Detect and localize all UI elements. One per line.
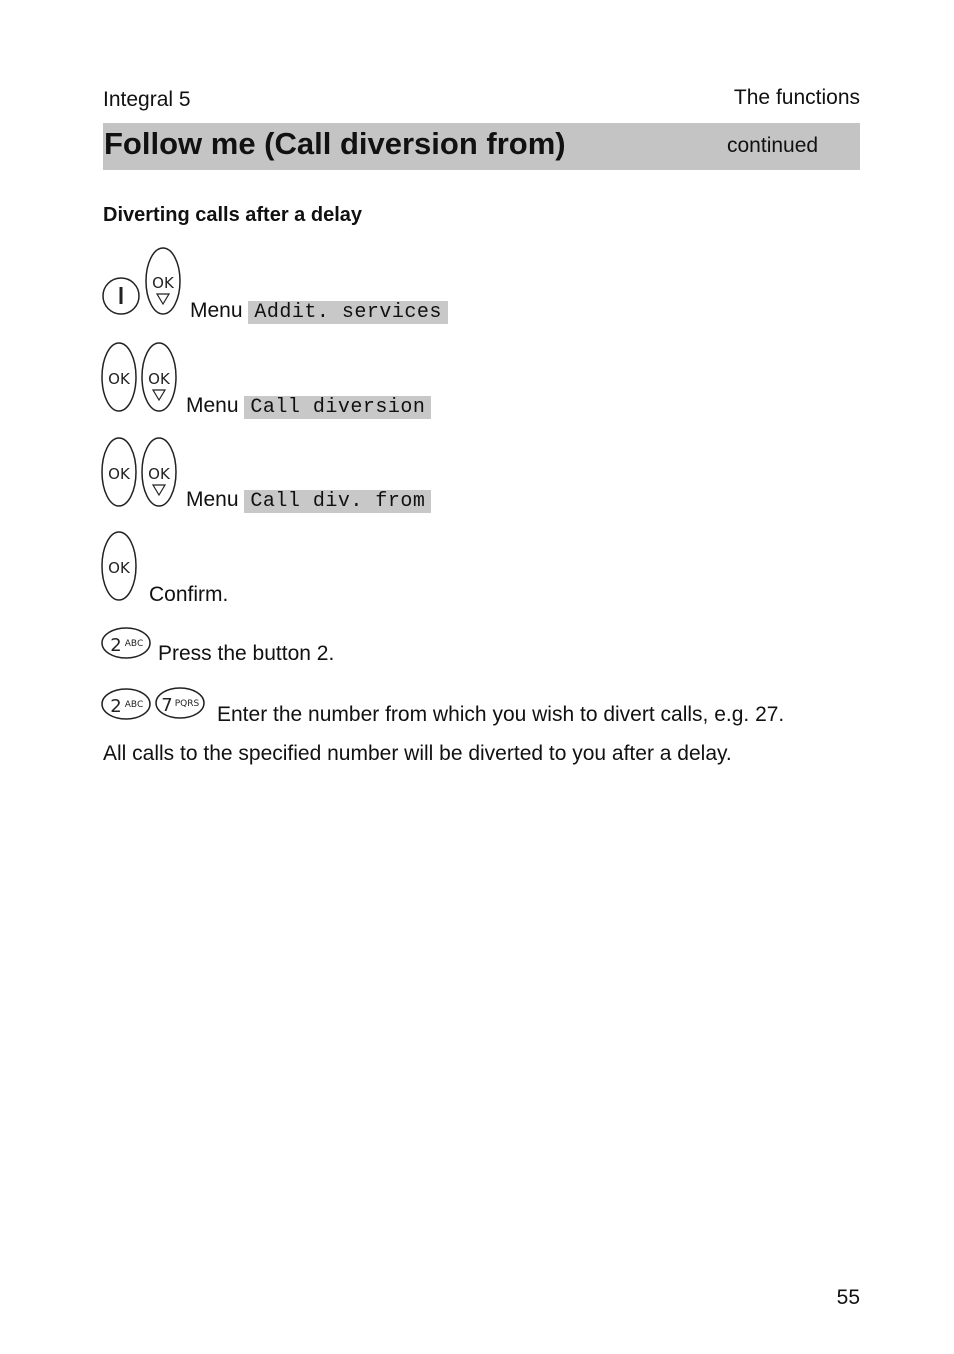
page-number: 55	[836, 1286, 860, 1309]
ok-ok-down-keys-icon	[100, 436, 182, 510]
step-5-text: Press the button 2.	[158, 642, 335, 665]
step-2-prefix: Menu	[186, 394, 239, 417]
key-2-7-icon	[100, 686, 208, 722]
result-paragraph: All calls to the specified number will be diverted to you after a delay.	[103, 742, 732, 765]
header-section-name: The functions	[733, 86, 860, 109]
step-3-display-text: Call div. from	[244, 490, 431, 513]
svg-text:OK: OK	[108, 370, 130, 388]
ok-ok-down-keys-icon	[100, 341, 182, 415]
page-title: Follow me (Call diversion from)	[104, 126, 566, 161]
section-subheading: Diverting calls after a delay	[103, 204, 363, 226]
step-1	[190, 299, 448, 324]
step-1-prefix: Menu	[190, 299, 243, 322]
svg-text:OK: OK	[148, 465, 170, 483]
continued-label: continued	[727, 134, 819, 157]
svg-text:ABC: ABC	[124, 700, 144, 710]
svg-text:OK: OK	[108, 559, 130, 577]
svg-text:PQRS: PQRS	[174, 699, 200, 709]
step-4-text: Confirm.	[149, 583, 229, 606]
svg-text:OK: OK	[148, 370, 170, 388]
svg-text:2: 2	[110, 635, 122, 656]
svg-text:ABC: ABC	[124, 639, 144, 649]
step-2	[186, 394, 431, 419]
step-3	[186, 488, 431, 513]
step-1-display-text: Addit. services	[248, 301, 448, 324]
svg-text:OK: OK	[108, 465, 130, 483]
header-product-name: Integral 5	[103, 88, 191, 111]
ok-key-icon	[100, 530, 140, 604]
step-3-prefix: Menu	[186, 488, 239, 511]
svg-text:7: 7	[161, 695, 173, 716]
handset-key-icon	[100, 246, 186, 322]
step-2-display-text: Call diversion	[244, 396, 431, 419]
step-6-text: Enter the number from which you wish to divert calls, e.g. 27.	[217, 703, 785, 726]
svg-text:2: 2	[110, 696, 122, 717]
ok-key-label: OK	[152, 274, 174, 292]
key-2-icon	[100, 626, 154, 662]
